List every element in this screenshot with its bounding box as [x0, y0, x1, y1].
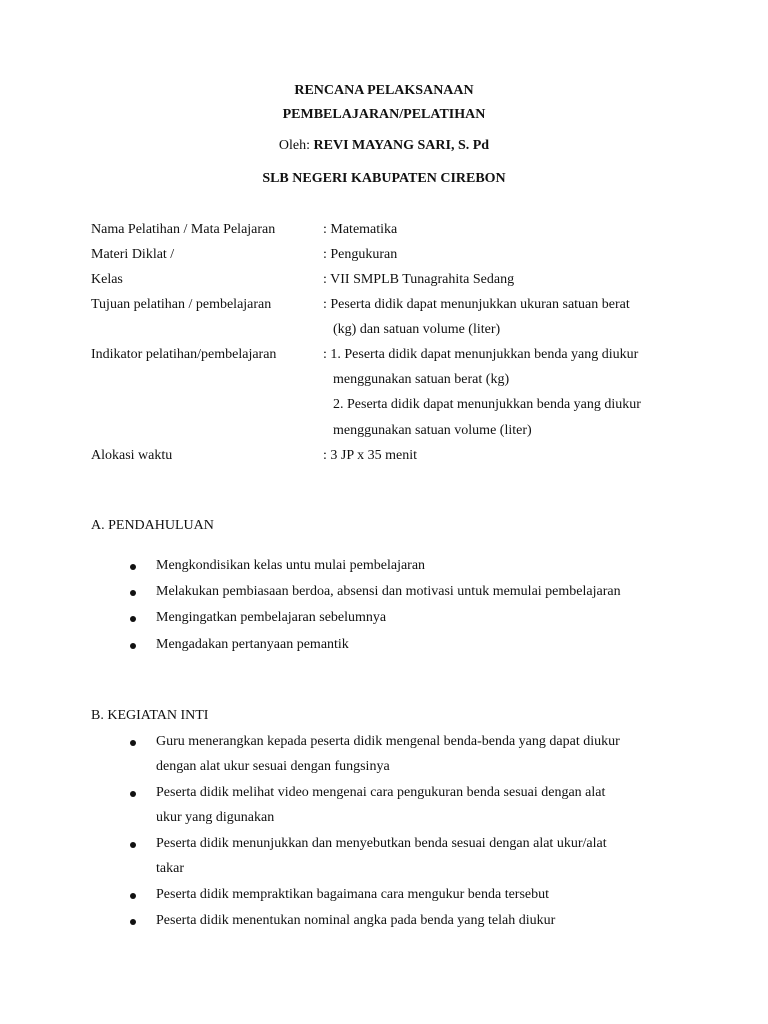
indikator-value-line-1: : 1. Peserta didik dapat menunjukkan benda yang diukur [323, 347, 639, 362]
list-item-text-continued: dengan alat ukur sesuai dengan fungsinya [156, 759, 390, 774]
materi-diklat-label: Materi Diklat / [91, 247, 175, 262]
list-item-text: Peserta didik menentukan nominal angka pada benda yang telah diukur [156, 913, 556, 928]
nama-pelatihan-label: Nama Pelatihan / Mata Pelajaran [91, 222, 276, 237]
author-line [0, 139, 768, 153]
document-title-line-1: RENCANA PELAKSANAAN [294, 83, 474, 98]
list-item-text: Mengkondisikan kelas untu mulai pembelajaran [156, 558, 426, 573]
author-name: REVI MAYANG SARI, S. Pd [313, 138, 490, 153]
nama-pelatihan-value: : Matematika [323, 222, 398, 237]
bullet-icon [130, 842, 136, 848]
document-title-line-2: PEMBELAJARAN/PELATIHAN [282, 107, 486, 122]
alokasi-waktu-label: Alokasi waktu [91, 448, 173, 463]
bullet-icon [130, 791, 136, 797]
tujuan-value-line-1: : Peserta didik dapat menunjukkan ukuran satuan berat [323, 297, 630, 312]
list-item-text: Peserta didik mempraktikan bagaimana cara mengukur benda tersebut [156, 887, 550, 902]
list-item-text: Melakukan pembiasaan berdoa, absensi dan motivasi untuk memulai pembelajaran [156, 584, 621, 599]
materi-diklat-value: : Pengukuran [323, 247, 398, 262]
list-item-text: Peserta didik menunjukkan dan menyebutkan benda sesuai dengan alat ukur/alat [156, 836, 607, 851]
bullet-icon [130, 919, 136, 925]
bullet-icon [130, 564, 136, 570]
indikator-value-line-3: 2. Peserta didik dapat menunjukkan benda yang diukur [333, 397, 641, 412]
list-item-text: Guru menerangkan kepada peserta didik mengenal benda-benda yang dapat diukur [156, 734, 620, 749]
bullet-icon [130, 893, 136, 899]
list-item-text: Mengingatkan pembelajaran sebelumnya [156, 610, 387, 625]
tujuan-value-line-2: (kg) dan satuan volume (liter) [333, 322, 501, 337]
section-b-title: B. KEGIATAN INTI [91, 708, 209, 723]
alokasi-waktu-value: : 3 JP x 35 menit [323, 448, 417, 463]
bullet-icon [130, 643, 136, 649]
bullet-icon [130, 590, 136, 596]
indikator-value-line-2: menggunakan satuan berat (kg) [333, 372, 510, 387]
indikator-label: Indikator pelatihan/pembelajaran [91, 347, 277, 362]
kelas-label: Kelas [91, 272, 123, 287]
list-item-text: Mengadakan pertanyaan pemantik [156, 637, 349, 652]
author-prefix: Oleh: [278, 138, 311, 153]
tujuan-label: Tujuan pelatihan / pembelajaran [91, 297, 272, 312]
section-a-title: A. PENDAHULUAN [91, 518, 214, 533]
indikator-value-line-4: menggunakan satuan volume (liter) [333, 423, 532, 438]
list-item-text-continued: takar [156, 861, 184, 876]
school-name: SLB NEGERI KABUPATEN CIREBON [262, 171, 506, 186]
bullet-icon [130, 616, 136, 622]
list-item-text: Peserta didik melihat video mengenai cara pengukuran benda sesuai dengan alat [156, 785, 606, 800]
kelas-value: : VII SMPLB Tunagrahita Sedang [323, 272, 515, 287]
bullet-icon [130, 740, 136, 746]
list-item-text-continued: ukur yang digunakan [156, 810, 275, 825]
